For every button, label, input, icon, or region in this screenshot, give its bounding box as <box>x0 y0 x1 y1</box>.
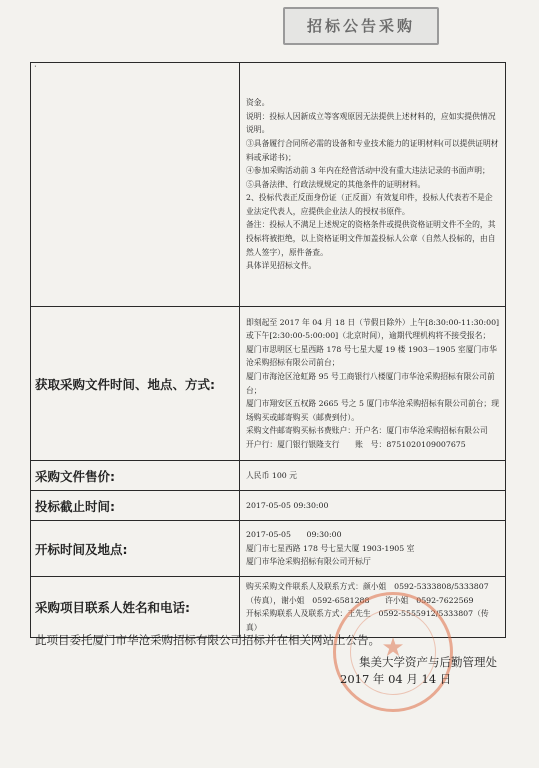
row-content <box>240 521 506 577</box>
text-line: 即刻起至 2017 年 04 月 18 日（节假日除外）上午[8:30:00-11:30:00]或下午[2:30:00-5:00:00]（北京时间），逾期代理机构将不接受报名； <box>246 317 500 341</box>
text-line: 厦门市翔安区五权路 2665 号之 5 厦门市华沧采购招标有限公司前台；现场购买或邮寄购买（邮费到付）。 <box>246 399 500 422</box>
notice-table <box>30 62 506 638</box>
row-label: 获取采购文件时间、地点、方式: <box>31 307 240 461</box>
official-seal <box>333 592 453 712</box>
text-line: 2、投标代表正反面身份证（正反面）有效复印件，投标人代表若不是企业法定代表人，应提供企业法人的授权书原件。 <box>246 193 493 216</box>
row-content <box>240 63 506 307</box>
corner-mark: ⋅ <box>34 62 37 71</box>
text-line: 资金。 <box>246 98 270 108</box>
text-line: 购买采购文件联系人及联系方式：颜小姐 0592-5333808/5333807（传真），谢小姐 0592-6581288 许小姐 0592-7622569 <box>246 582 489 605</box>
text-line: 厦门市七星西路 178 号七星大厦 1903-1905 室 <box>246 543 415 553</box>
text-line: 开户行：厦门银行银隆支行 账 号：8751020109007675 <box>246 439 466 449</box>
top-stamp: 招标公告采购 <box>283 7 439 45</box>
text-line: 厦门市思明区七星西路 178 号七星大厦 19 楼 1903－1905 室厦门市华沧采购招标有限公司前台； <box>246 344 497 368</box>
text-line: 厦门市华沧采购招标有限公司开标厅 <box>246 557 371 567</box>
text-line: ③具备履行合同所必需的设备和专业技术能力的证明材料(可以提供证明材料或承诺书)； <box>246 138 499 162</box>
text-line: 具体详见招标文件。 <box>246 261 317 271</box>
text-line: 说明：投标人因新成立等客观原因无法提供上述材料的，应如实提供情况说明。 <box>246 111 496 135</box>
row-label: 采购项目联系人姓名和电话: <box>31 577 240 638</box>
text-line: 开标采购联系人及联系方式：王先生 0592-5555912/5333807（传真） <box>246 609 489 632</box>
row-content: 2017-05-05 09:30:00 <box>240 491 506 521</box>
table-row <box>31 461 506 491</box>
seal-star-icon: ★ <box>381 633 405 663</box>
row-label <box>31 63 240 307</box>
text-line: 厦门市海沧区沧虹路 95 号工商银行八楼厦门市华沧采购招标有限公司前台； <box>246 371 495 395</box>
table-row <box>31 307 506 461</box>
text-line: 备注：投标人不满足上述规定的资格条件或提供资格证明文件不全的，其投标将被拒绝，以上资格证明文件加盖投标人公章（自然人投标的，由自然人签字），原件备查。 <box>246 220 496 257</box>
row-label: 投标截止时间: <box>31 491 240 521</box>
row-label: 采购文件售价: <box>31 461 240 491</box>
signature-date: 2017 年 04 月 14 日 <box>340 672 452 686</box>
table-row <box>31 521 506 577</box>
row-content: 人民币 100 元 <box>240 461 506 491</box>
text-line: 2017-05-05 09:30:00 <box>246 530 342 540</box>
text-line: ④参加采购活动前 3 年内在经营活动中没有重大违法记录的书面声明； <box>246 166 490 176</box>
table-row <box>31 63 506 307</box>
row-label: 开标时间及地点: <box>31 521 240 577</box>
text-line: ⑤具备法律、行政法规规定的其他条件的证明材料。 <box>246 179 426 189</box>
signature-org: 集美大学资产与后勤管理处 <box>359 655 497 669</box>
row-content <box>240 307 506 461</box>
text-line: 采购文件邮寄购买标书费账户：开户名：厦门市华沧采购招标有限公司 <box>246 426 488 436</box>
table-row <box>31 491 506 521</box>
footer-note: 此项目委托厦门市华沧采购招标有限公司招标并在相关网站上公告。 <box>35 633 380 647</box>
